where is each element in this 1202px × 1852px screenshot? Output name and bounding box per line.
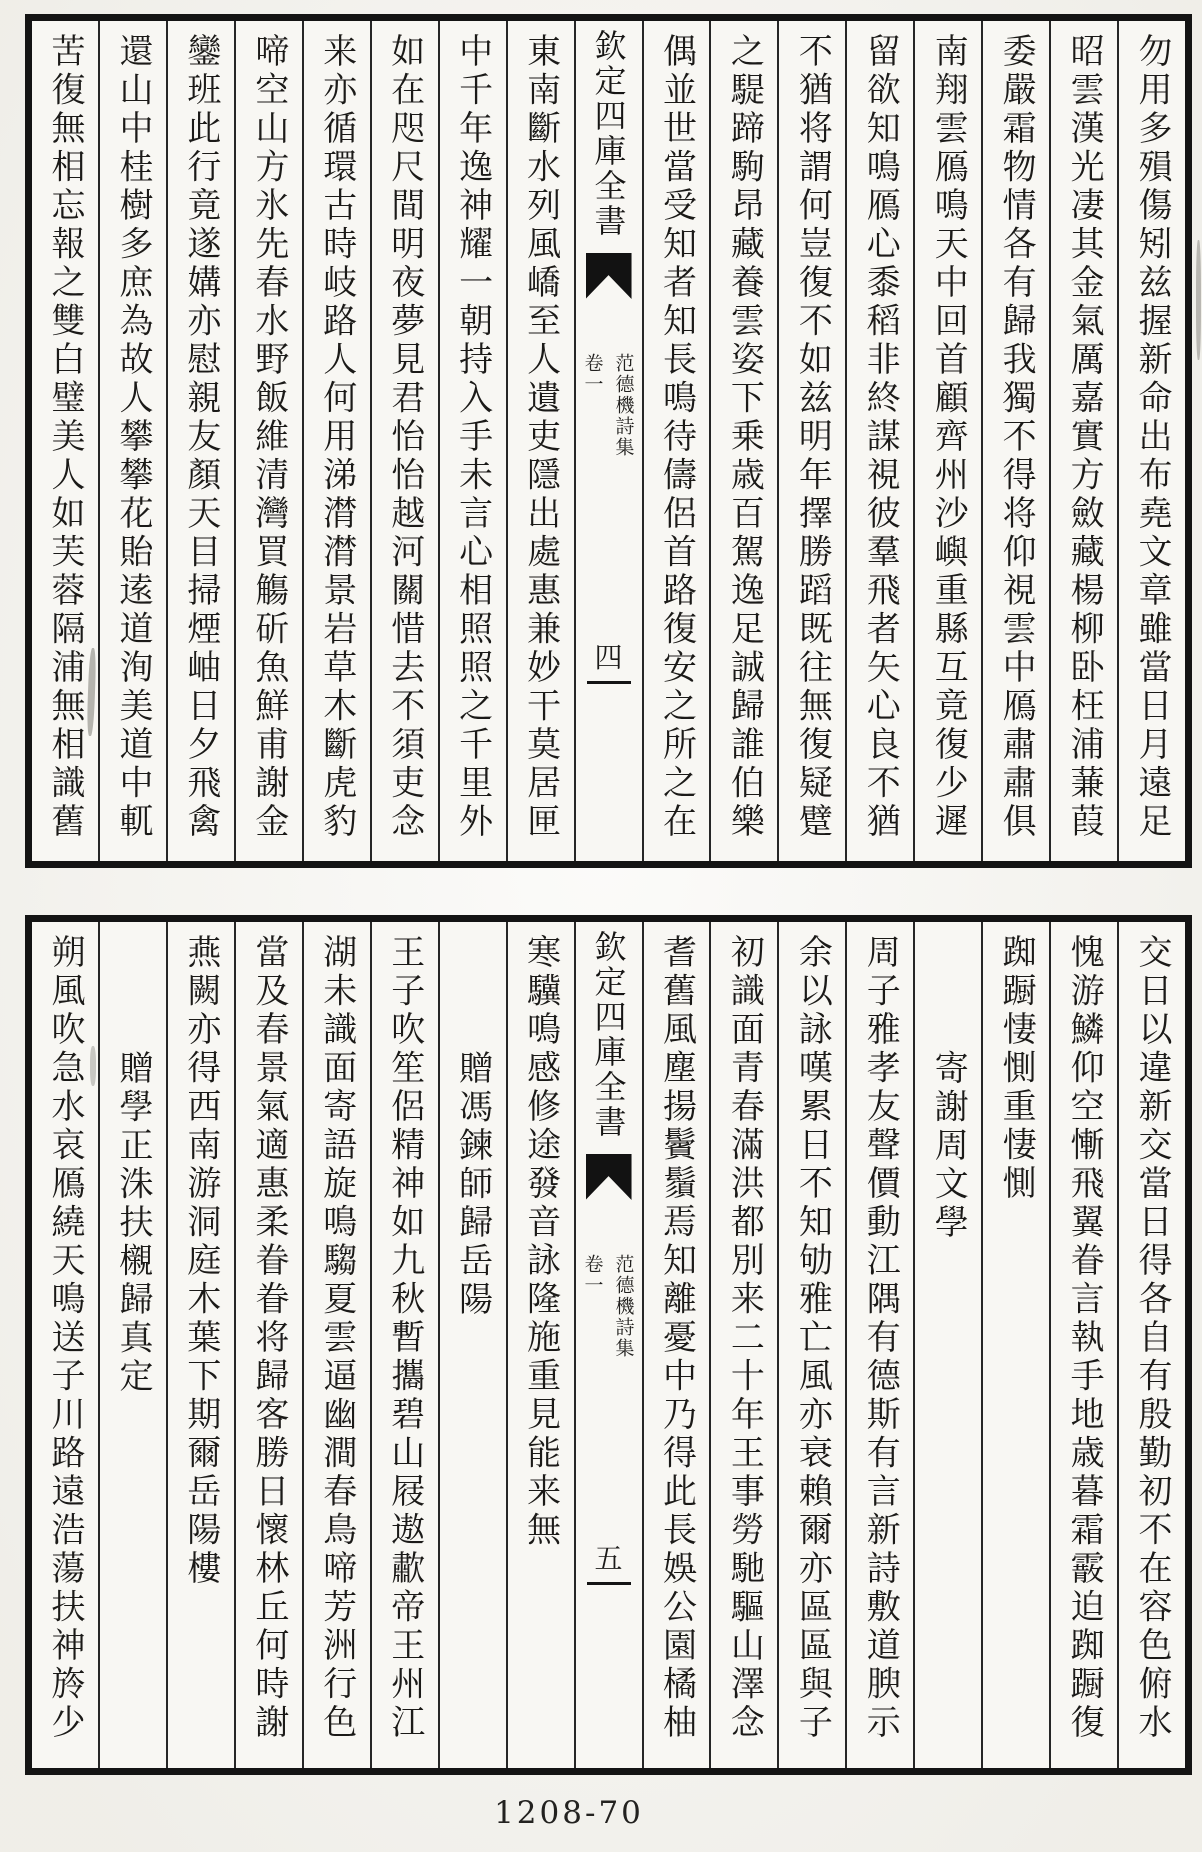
text-column: 東南斷水列風嶠至人遺吏隱出處惠兼妙干莫居匣 (506, 21, 574, 861)
folio-number: 五 (594, 1542, 623, 1575)
text-column: 交日以違新交當日得各自有殷勤初不在容色俯水 (1117, 922, 1185, 1768)
poem-title-column: 贈馮鍊師歸岳陽 (438, 922, 506, 1768)
text-column: 不猶将謂何豈復不如兹明年擇勝蹈既往無復疑躄 (777, 21, 845, 861)
banxin-labels (580, 1254, 638, 1359)
text-column: 耆舊風塵揚鬢鬚焉知離憂中乃得此長娛公園橘柚 (642, 922, 710, 1768)
bottom-block (25, 915, 1192, 1775)
fishtail-icon (586, 1154, 632, 1200)
text-column: 踟蹰悽惻重悽惻 (981, 922, 1049, 1768)
text-column: 昭雲漢光凄其金氣厲嘉實方斂藏楊柳卧枉浦蒹葭 (1049, 21, 1117, 861)
book-title: 范德機詩集 (612, 1254, 635, 1359)
juan-label: 卷一 (581, 353, 604, 395)
poem-title-column: 寄謝周文學 (913, 922, 981, 1768)
text-column: 當及春景氣適惠柔眷眷将歸客勝日懷林丘何時謝 (234, 922, 302, 1768)
text-column: 南翔雲鴈鳴天中回首顧齊州沙嶼重縣互竟復少遲 (913, 21, 981, 861)
text-column: 王子吹笙侶精神如九秋暫攜碧山屐遨歗帝王州江 (370, 922, 438, 1768)
text-column: 余以詠嘆累日不知劬雅亡風亦衰賴爾亦區區與子 (777, 922, 845, 1768)
text-column: 苦復無相忘報之雙白璧美人如芙蓉隔浦無相識舊 (45, 33, 85, 842)
text-column: 之騠蹄駒昂藏養雲姿下乗歳百駕逸足誠歸誰伯樂 (709, 21, 777, 861)
top-block (25, 14, 1192, 868)
banxin-column (574, 922, 642, 1768)
book-page (25, 14, 1192, 1775)
siku-header: 欽定四庫全書 (589, 29, 628, 239)
text-column: 偶並世當受知者知長鳴待儔侶首路復安之所之在 (642, 21, 710, 861)
text-column: 啼空山方氷先春水野飯維清灣買觴斫魚鮮甫謝金 (234, 21, 302, 861)
book-title: 范德機詩集 (612, 353, 635, 458)
text-column: 愧游鱗仰空慚飛翼眷言執手地歳暮霜霰迫踟蹰復 (1049, 922, 1117, 1768)
text-column: 寒驥鳴感修途發音詠隆施重見能来無 (506, 922, 574, 1768)
folio-number: 四 (594, 641, 623, 674)
text-column: 来亦循環古時岐路人何用涕潸潸景岩草木斷虎豹 (302, 21, 370, 861)
text-column: 委嚴霜物情各有歸我獨不得将仰視雲中鴈肅肅俱 (981, 21, 1049, 861)
banxin-column (574, 21, 642, 861)
ink-smudge (1196, 240, 1201, 360)
folio-rule (587, 681, 631, 684)
poem-title-column: 贈學正洙扶櫬歸真定 (98, 922, 166, 1768)
text-column: 燕闕亦得西南游洞庭木葉下期爾岳陽樓 (166, 922, 234, 1768)
banxin-labels (580, 353, 638, 458)
text-column: 周子雅孝友聲價動江隅有德斯有言新詩敷道腴示 (845, 922, 913, 1768)
text-column: 勿用多殞傷矧兹握新命出布堯文章雖當日月遠足 (1117, 21, 1185, 861)
text-column: 鑾班此行竟遂媾亦慰親友顏天目掃煙岫日夕飛禽 (166, 21, 234, 861)
page-footer (0, 1783, 1202, 1843)
folio-rule (587, 1582, 631, 1585)
text-column: 初識面青春滿洪都別来二十年王事勞馳驅山澤念 (709, 922, 777, 1768)
text-column: 還山中桂樹多庶為故人攀攀花貽逺道洵美道中軏 (98, 21, 166, 861)
juan-label: 卷一 (581, 1254, 604, 1296)
text-column: 湖未識面寄語旋鳴騶夏雲逼幽澗春鳥啼芳洲行色 (302, 922, 370, 1768)
text-column: 如在咫尺間明夜夢見君怡怡越河關惜去不須吏念 (370, 21, 438, 861)
footer-page-number: 1208-70 (494, 1795, 644, 1831)
fishtail-icon (586, 253, 632, 299)
siku-header: 欽定四庫全書 (589, 930, 628, 1140)
text-column: 朔風吹急水哀鴈繞天鳴送子川路遠浩蕩扶神旍少 (45, 934, 85, 1743)
ink-smudge (90, 1046, 96, 1086)
text-column: 留欲知鳴鴈心黍稻非終謀視彼羣飛者矢心良不猶 (845, 21, 913, 861)
text-column: 中千年逸神耀一朝持入手未言心相照照之千里外 (438, 21, 506, 861)
